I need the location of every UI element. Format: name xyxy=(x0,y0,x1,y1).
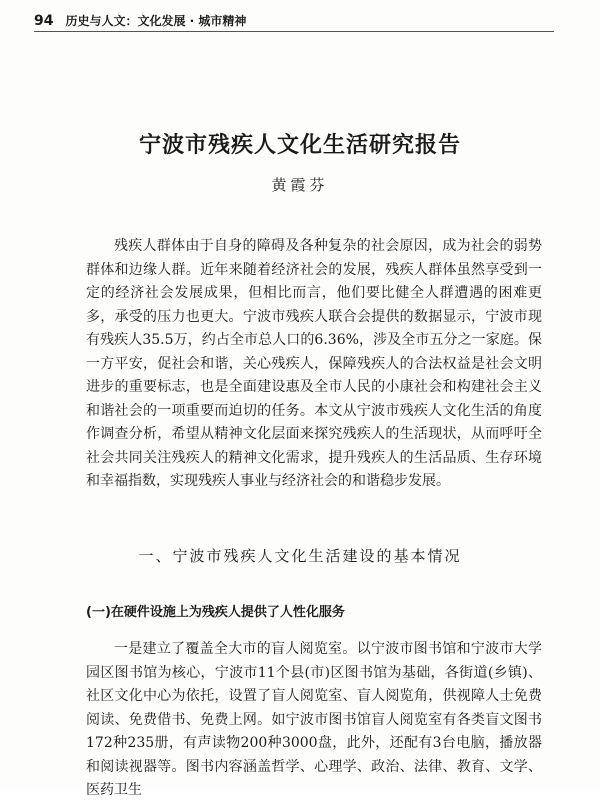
article-title: 宁波市残疾人文化生活研究报告 xyxy=(138,133,461,158)
article-author: 黄霞芬 xyxy=(271,176,329,194)
running-title: 历史与人文：文化发展 · 城市精神 xyxy=(65,14,247,28)
body-paragraph: 一是建立了覆盖全大市的盲人阅览室。以宁波市图书馆和宁波市大学园区图书馆为核心，宁波市11个县(市)区图书馆为基础，各街道(乡镇)、社区文化中心为依托，设置了盲人阅览室、盲人阅览角，供视障人士免费阅读、免费借书、免费上网。如宁波市图书馆盲人阅览室有各类盲文图书172种235册，有声读物200种3000盘，此外，还配有3台电脑，播放器和阅读视器等。图书内容涵盖哲学、心理学、政治、法律、教育、文学、医药卫生 xyxy=(86,641,542,798)
running-header xyxy=(34,12,246,29)
abstract-paragraph: 残疾人群体由于自身的障碍及各种复杂的社会原因，成为社会的弱势群体和边缘人群。近年来随着经济社会的发展，残疾人群体虽然享受到一定的经济社会发展成果，但相比而言，他们要比健全人群遭遇的困难更多，承受的压力也更大。宁波市残疾人联合会提供的数据显示，宁波市现有残疾人35.5万，约占全市总人口的6.36%，涉及全市五分之一家庭。保一方平安，促社会和谐，关心残疾人，保障残疾人的合法权益是社会文明进步的重要标志，也是全面建设惠及全市人民的小康社会和构建社会主义和谐社会的一项重要而迫切的任务。本文从宁波市残疾人文化生活的角度作调查分析，希望从精神文化层面来探究残疾人的生活现状，从而呼吁全社会共同关注残疾人的精神文化需求，提升残疾人的生活品质、生存环境和幸福指数，实现残疾人事业与经济社会的和谐稳步发展。 xyxy=(86,238,542,489)
subsection-heading: (一)在硬件设施上为残疾人提供了人性化服务 xyxy=(86,605,345,620)
section-heading: 一、宁波市残疾人文化生活建设的基本情况 xyxy=(138,547,462,565)
header-divider xyxy=(34,31,554,32)
page-number: 94 xyxy=(34,13,54,29)
